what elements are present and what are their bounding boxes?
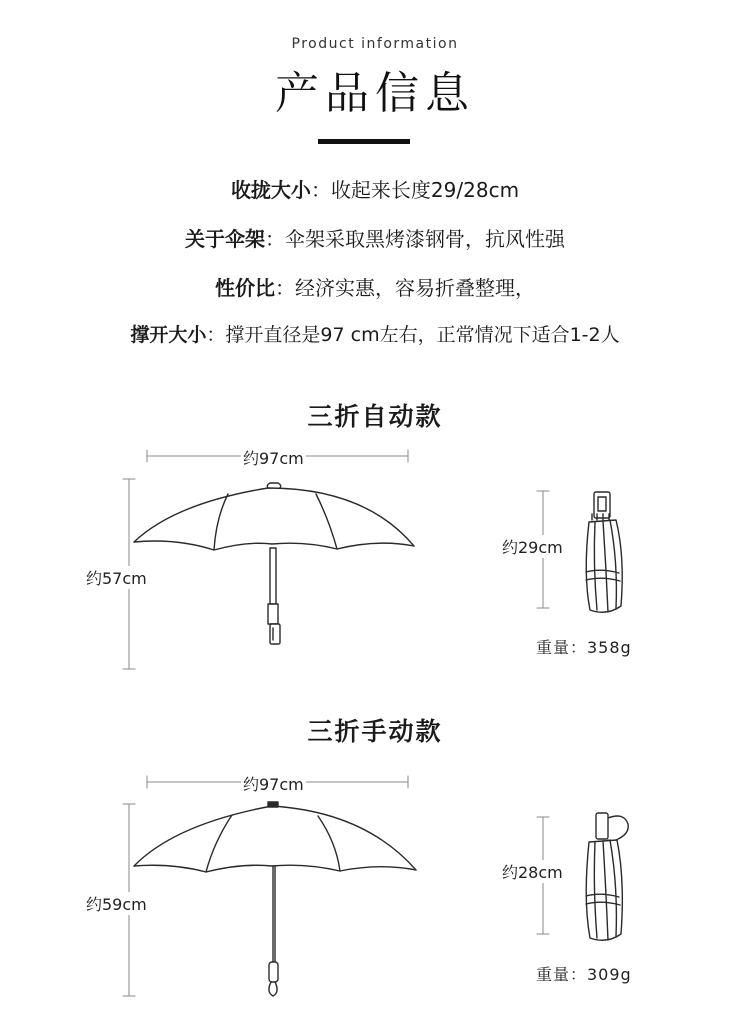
spec-label: 性价比 bbox=[215, 276, 275, 300]
spec-value: 撑开直径是97 cm左右，正常情况下适合1-2人 bbox=[225, 324, 620, 346]
spec-separator: ： bbox=[206, 324, 226, 346]
spec-label: 撑开大小 bbox=[130, 324, 207, 346]
auto-width-label: 约97cm bbox=[241, 446, 306, 469]
section-title-manual: 三折手动款 bbox=[307, 717, 443, 746]
manual-open-umbrella bbox=[134, 802, 416, 996]
spec-label: 关于伞架 bbox=[185, 227, 265, 251]
product-info-subtitle: Product information bbox=[291, 36, 459, 52]
auto-weight: 重量：358g bbox=[536, 638, 632, 657]
page-title: 产品信息 bbox=[275, 68, 475, 119]
manual-weight: 重量：309g bbox=[536, 965, 632, 984]
manual-width-label: 约97cm bbox=[241, 772, 306, 795]
spec-value: 经济实惠，容易折叠整理， bbox=[295, 276, 535, 300]
manual-height-label: 约59cm bbox=[84, 892, 149, 915]
spec-separator: ： bbox=[275, 276, 295, 300]
auto-height-label: 约57cm bbox=[84, 566, 149, 589]
section-title-auto: 三折自动款 bbox=[307, 402, 443, 431]
auto-folded-umbrella bbox=[586, 492, 622, 612]
spec-value: 收起来长度29/28cm bbox=[330, 178, 520, 202]
manual-folded-label: 约28cm bbox=[500, 860, 565, 883]
spec-value: 伞架采取黑烤漆钢骨，抗风性强 bbox=[285, 227, 565, 251]
spec-label: 收拢大小 bbox=[230, 178, 311, 202]
spec-separator: ： bbox=[310, 178, 331, 202]
auto-folded-label: 约29cm bbox=[500, 535, 565, 558]
spec-separator: ： bbox=[265, 227, 285, 251]
manual-folded-umbrella bbox=[586, 813, 628, 940]
auto-open-umbrella bbox=[134, 483, 414, 644]
